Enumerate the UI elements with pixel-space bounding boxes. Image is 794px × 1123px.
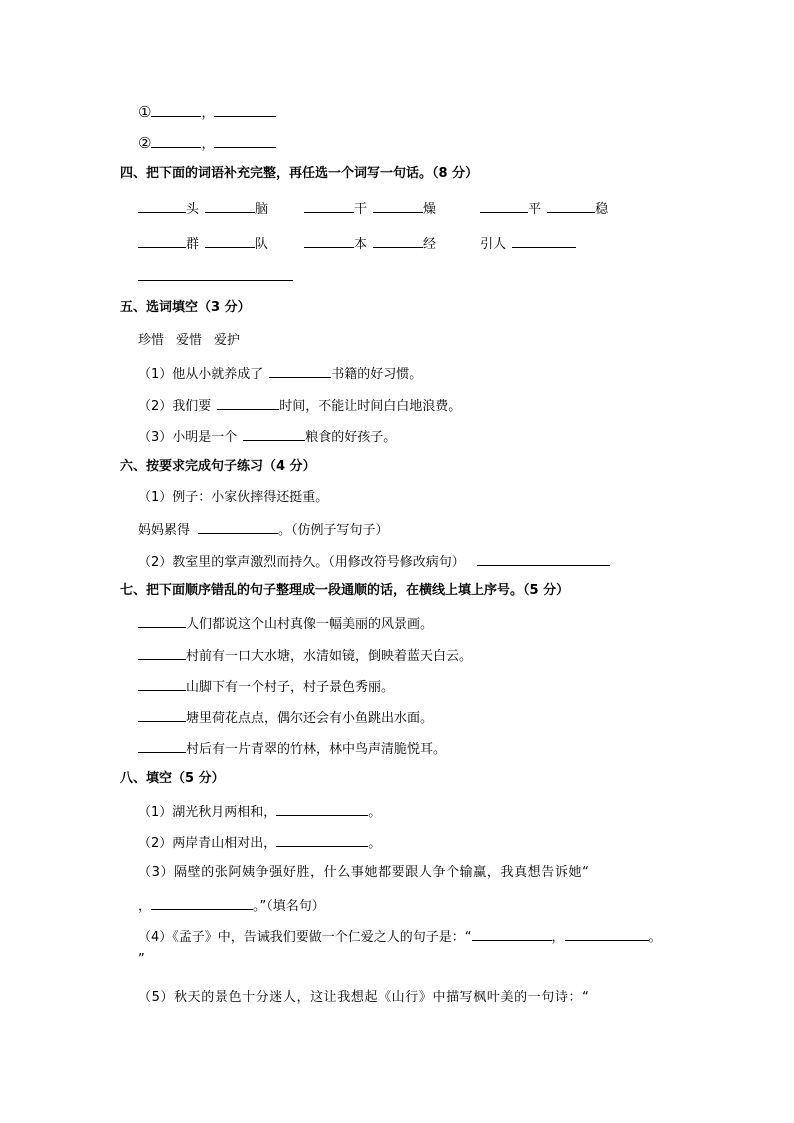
word-char: 经 [423, 237, 437, 252]
choice-word: 爱护 [214, 333, 241, 348]
word-char: 头 [186, 202, 200, 217]
section-6-title: 六、按要求完成句子练习（4 分） [120, 459, 316, 474]
answer-blank[interactable] [151, 133, 201, 148]
order-sentence: 村后有一片青翠的竹林，林中鸟声清脆悦耳。 [138, 738, 446, 760]
q5-item-2: （2）我们要 时间，不能让时间白白地浪费。 [138, 395, 461, 417]
word-blank[interactable] [373, 233, 423, 248]
order-sentence: 塘里荷花点点，偶尔还会有小鱼跳出水面。 [138, 707, 433, 729]
choice-word: 珍惜 [138, 333, 165, 348]
word-blank[interactable] [205, 233, 255, 248]
fill-blank[interactable] [472, 926, 552, 941]
q8-item-4: （4）《孟子》中，告诫我们要做一个仁爱之人的句子是：“ ， 。 [138, 926, 662, 948]
section-4-title: 四、把下面的词语补充完整，再任选一个词写一句话。（8 分） [120, 166, 479, 181]
order-blank[interactable] [138, 676, 186, 691]
circled-one-marker: ① [138, 103, 152, 121]
order-blank[interactable] [138, 738, 186, 753]
fill-blank[interactable] [477, 551, 610, 566]
sentence-blank[interactable] [138, 266, 293, 281]
answer-blank[interactable] [214, 133, 276, 148]
word-blank[interactable] [512, 233, 576, 248]
fill-blank[interactable] [198, 519, 278, 534]
q8-item-5: （5）秋天的景色十分迷人，这让我想起《山行》中描写枫叶美的一句诗：“ [138, 990, 590, 1005]
circled-two-marker: ② [138, 134, 152, 152]
word-blank[interactable] [138, 198, 186, 213]
answer-row-2: ② ， [138, 133, 276, 155]
q6-item-1-fill: 妈妈累得 。（仿例子写句子） [138, 519, 389, 541]
q8-item-3: （3）隔壁的张阿姨争强好胜，什么事她都要跟人争个输赢，我真想告诉她“ [138, 865, 590, 880]
word-blank[interactable] [373, 198, 423, 213]
order-blank[interactable] [138, 613, 186, 628]
word-char: 燥 [423, 202, 437, 217]
q6-item-2: （2）教室里的掌声激烈而持久。（用修改符号修改病句） [138, 551, 610, 573]
fill-blank[interactable] [276, 801, 368, 816]
word-blank[interactable] [304, 233, 354, 248]
q8-item-1: （1）湖光秋月两相和， 。 [138, 801, 381, 823]
q5-item-1: （1）他从小就养成了 书籍的好习惯。 [138, 363, 422, 385]
word-char: 群 [186, 237, 200, 252]
sentence-writing-line[interactable] [138, 266, 293, 288]
word-char: 平 [528, 202, 542, 217]
fill-blank[interactable] [243, 426, 305, 441]
q5-item-3: （3）小明是一个 粮食的好孩子。 [138, 426, 396, 448]
word-blank[interactable] [304, 198, 354, 213]
q6-item-1: （1）例子：小家伙摔得还挺重。 [138, 490, 329, 505]
q8-item-3-fill: ， 。”（填名句） [138, 895, 325, 917]
word-char: 干 [354, 202, 368, 217]
fill-blank[interactable] [217, 395, 279, 410]
section-8-title: 八、填空（5 分） [120, 771, 225, 786]
fill-blank[interactable] [151, 895, 253, 910]
word-char: 脑 [255, 202, 269, 217]
order-sentence: 山脚下有一个村子，村子景色秀丽。 [138, 676, 394, 698]
word-char: 队 [255, 237, 269, 252]
word-fill-row-2 [138, 233, 576, 255]
section-7-title: 七、把下面顺序错乱的句子整理成一段通顺的话，在横线上填上序号。（5 分） [120, 583, 570, 598]
q8-item-4-close-quote: ” [138, 952, 145, 967]
word-fill-row-1 [138, 198, 608, 220]
answer-row-1: ① ， [138, 102, 276, 124]
word-blank[interactable] [138, 233, 186, 248]
word-char: 本 [354, 237, 368, 252]
word-char: 稳 [595, 202, 609, 217]
choice-word: 爱惜 [176, 333, 203, 348]
word-blank[interactable] [480, 198, 528, 213]
q8-item-2: （2）两岸青山相对出， 。 [138, 832, 381, 854]
fill-blank[interactable] [276, 832, 368, 847]
answer-blank[interactable] [214, 102, 276, 117]
word-blank[interactable] [547, 198, 595, 213]
section-5-title: 五、选词填空（3 分） [120, 300, 251, 315]
fill-blank[interactable] [269, 363, 331, 378]
order-sentence: 村前有一口大水塘，水清如镜，倒映着蓝天白云。 [138, 645, 472, 667]
word-char: 引人 [480, 237, 507, 252]
order-sentence: 人们都说这个山村真像一幅美丽的风景画。 [138, 613, 433, 635]
order-blank[interactable] [138, 707, 186, 722]
word-blank[interactable] [205, 198, 255, 213]
answer-blank[interactable] [151, 102, 201, 117]
word-choices [138, 331, 240, 351]
fill-blank[interactable] [565, 926, 649, 941]
order-blank[interactable] [138, 645, 186, 660]
